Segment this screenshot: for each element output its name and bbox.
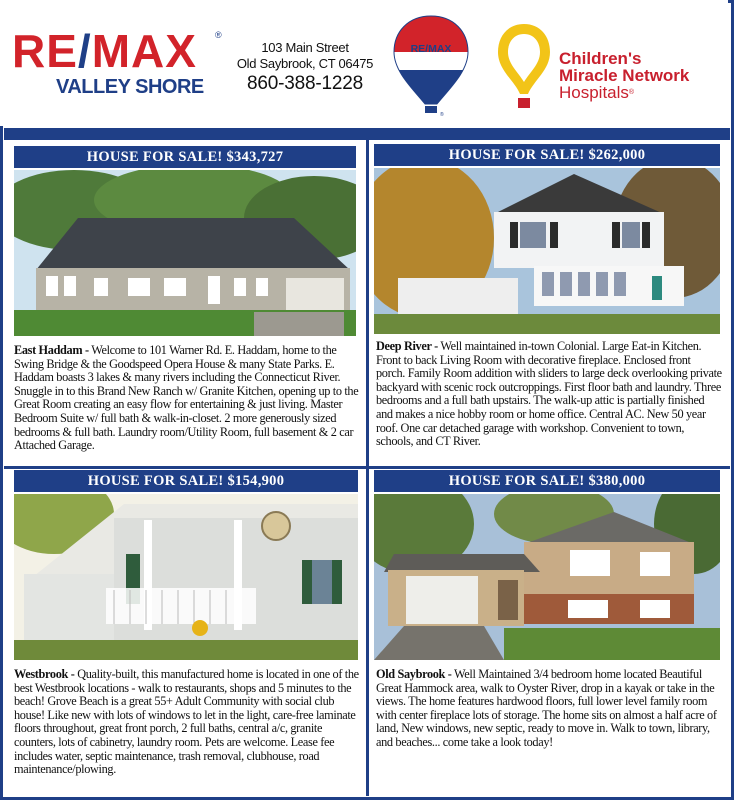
listing-2-town: Deep River -	[376, 339, 438, 353]
row-divider	[4, 466, 730, 469]
listing-3-banner: HOUSE FOR SALE! $154,900	[14, 470, 358, 492]
office-address	[235, 40, 375, 96]
listing-1-town: East Haddam -	[14, 343, 89, 357]
remax-balloon-icon	[390, 12, 472, 118]
balloon-reg: ®	[440, 112, 444, 118]
registered-mark: ®	[215, 30, 222, 40]
listing-2-description: Deep River - Well maintained in-town Colonial. Large Eat-in Kitchen. Front to back Living Room with decorative fireplace. Enclosed front porch. Family Room addition with sliders to large deck overlooking private backyard with scenic rock outcroppings. First floor bath and laundry. Three bedrooms and a full bath upstairs. The walk-up attic is partially finished and makes a nice hobby room or home office. Central AC. New 50 year roof. One car detached garage with workshop. Convenient to town, schools, and CT River.	[376, 339, 722, 449]
address-city: Old Saybrook, CT 06475	[236, 56, 374, 71]
charity-logo[interactable]: Children's Miracle Network Hospitals®	[559, 49, 690, 102]
remax-logo[interactable]: RE/MAX	[12, 25, 197, 77]
listing-2-banner: HOUSE FOR SALE! $262,000	[374, 144, 720, 166]
listing-4-photo[interactable]	[374, 494, 720, 660]
address-street: 103 Main Street	[261, 40, 349, 55]
listing-4-town: Old Saybrook -	[376, 667, 452, 681]
listing-3-town: Westbrook -	[14, 667, 75, 681]
listing-1-photo[interactable]	[14, 170, 356, 336]
office-phone[interactable]: 860-388-1228	[247, 73, 363, 94]
listing-2-photo[interactable]	[374, 168, 720, 334]
balloon-label: RE/MAX	[410, 43, 452, 55]
listing-4-banner: HOUSE FOR SALE! $380,000	[374, 470, 720, 492]
listing-1-banner: HOUSE FOR SALE! $343,727	[14, 146, 356, 168]
header-rule	[4, 128, 730, 140]
header	[0, 0, 728, 126]
listing-4-description: Old Saybrook - Well Maintained 3/4 bedroom home located Beautiful Great Hammock area, walk to Oyster River, drop in a kayak or take in the views. The home features hardwood floors, full lower level family room with center fireplace lots of storage. The home sits on almost a half acre of land, New windows, new septic, ready to move in. Walk to town, library, and beaches... come take a look today!	[376, 667, 717, 749]
listing-1-description: East Haddam - Welcome to 101 Warner Rd. E. Haddam, home to the Swing Bridge & the Goodspeed Opera House & many State Parks. E. Haddam boasts 3 lakes & many rivers including the Connecticut River. Snuggle in to this Brand New Ranch w/ Granite Kitchen, opening up to the Great Room creating an easy flow for entertaining & just living. Master Bedroom Suite w/ full bath & walk-in-closet. 2 more generously sized bedrooms & full bath. Laundry room/Utility Room, full basement & 2 car Attached Garage.	[14, 343, 359, 453]
listing-3-description: Westbrook - Quality-built, this manufactured home is located in one of the best Westbrook locations - walk to restaurants, shops and 5 minutes to the beach! Grove Beach is a great 55+ Adult Community with social club house! Like new with lots of windows to let in the light, care-free laminate floors throughout, great front porch, 2 full baths, central a/c, granite counters, lots of cabinetry, laundry room. Pets are welcome. Lease fee includes water, septic maintenance, trash removal, clubhouse, road maintenance/plowing.	[14, 667, 359, 777]
listing-3-photo[interactable]	[14, 494, 358, 660]
office-name: VALLEY SHORE	[56, 76, 204, 98]
charity-balloon-icon	[494, 20, 554, 112]
